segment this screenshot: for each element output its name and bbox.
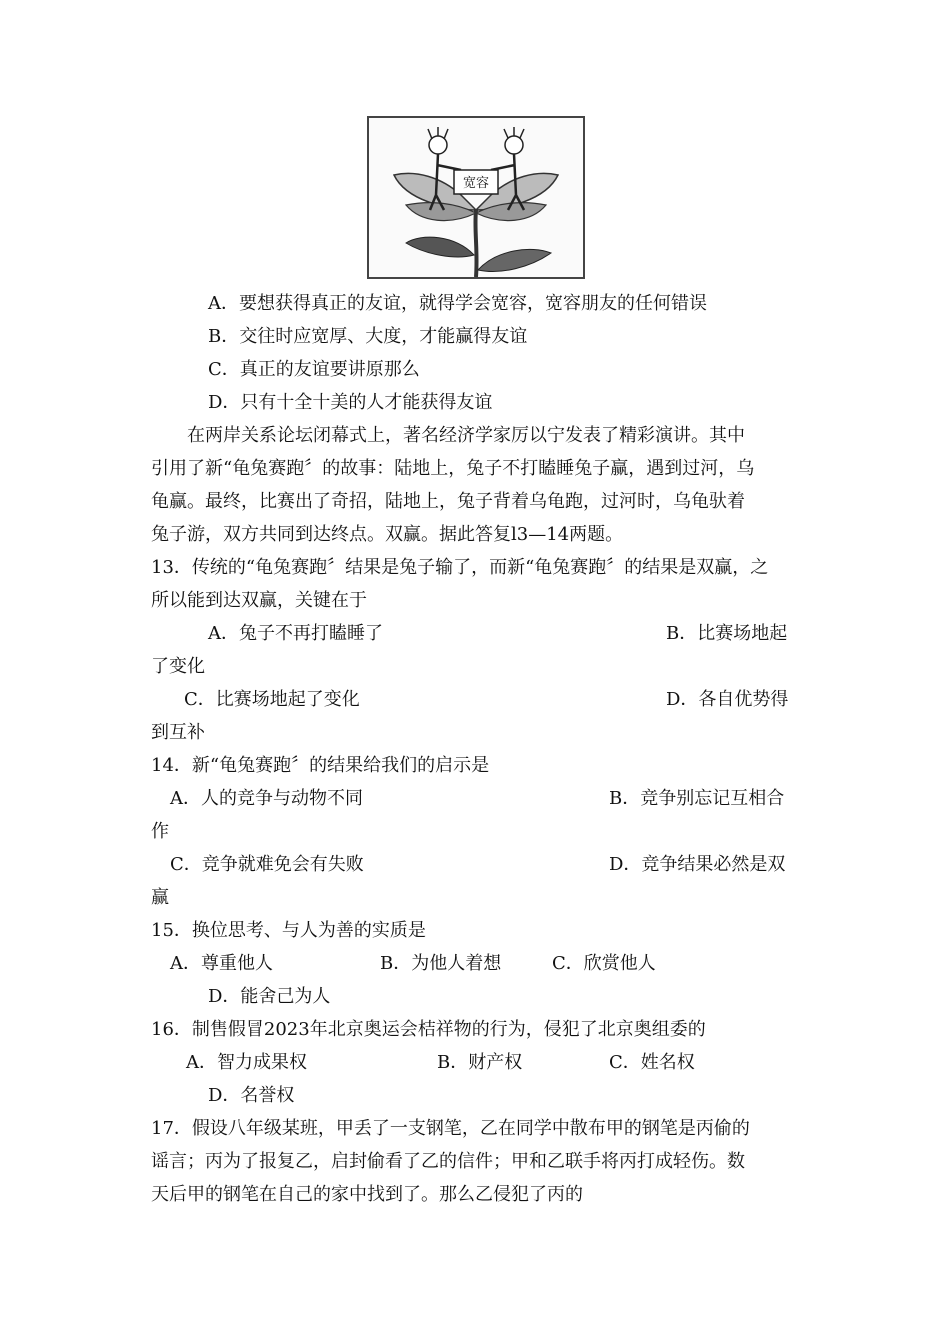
tolerance-illustration bbox=[366, 115, 586, 280]
q14-option-b: B．竞争别忘记互相合 bbox=[609, 788, 785, 809]
sign-text: 宽容 bbox=[462, 176, 490, 191]
q12-option-a: A．要想获得真正的友谊，就得学会宽容，宽容朋友的任何错误 bbox=[208, 293, 707, 314]
q12-option-d: D．只有十全十美的人才能获得友谊 bbox=[208, 392, 493, 413]
q13-option-d-wrap: 到互补 bbox=[151, 722, 205, 743]
q13-option-c: C．比赛场地起了变化 bbox=[184, 689, 360, 710]
q13-option-a: A．兔子不再打瞌睡了 bbox=[208, 623, 383, 644]
q14-option-d-wrap: 赢 bbox=[151, 887, 169, 908]
q14-option-c: C．竞争就难免会有失败 bbox=[170, 854, 364, 875]
passage-line-4: 兔子游，双方共同到达终点。双赢。据此答复l3—14两题。 bbox=[151, 524, 624, 545]
q16-option-b: B．财产权 bbox=[437, 1052, 523, 1073]
passage-line-1: 在两岸关系论坛闭幕式上，著名经济学家厉以宁发表了精彩演讲。其中 bbox=[187, 425, 745, 446]
q13-option-b-wrap: 了变化 bbox=[151, 656, 205, 677]
q16-stem: 16．制售假冒2023年北京奥运会桔祥物的行为，侵犯了北京奥组委的 bbox=[151, 1019, 706, 1040]
q13-stem-line-2: 所以能到达双赢，关键在于 bbox=[151, 590, 367, 611]
q17-stem-line-1: 17．假设八年级某班，甲丢了一支钢笔，乙在同学中散布甲的钢笔是丙偷的 bbox=[151, 1118, 750, 1139]
q13-stem-line-1: 13．传统的“龟兔赛跑〞结果是兔子输了，而新“龟兔赛跑〞的结果是双赢，之 bbox=[151, 557, 769, 578]
q15-option-d: D．能舍己为人 bbox=[208, 986, 331, 1007]
q16-option-c: C．姓名权 bbox=[609, 1052, 695, 1073]
q12-option-c: C．真正的友谊要讲原那么 bbox=[208, 359, 420, 380]
q15-option-c: C．欣赏他人 bbox=[552, 953, 656, 974]
passage-line-2: 引用了新“龟兔赛跑〞的故事：陆地上，兔子不打瞌睡兔子赢，遇到过河，乌 bbox=[151, 458, 755, 479]
q14-option-b-wrap: 作 bbox=[151, 821, 169, 842]
q13-option-b: B．比赛场地起 bbox=[666, 623, 788, 644]
q14-option-a: A．人的竞争与动物不同 bbox=[170, 788, 363, 809]
q15-stem: 15．换位思考、与人为善的实质是 bbox=[151, 920, 426, 941]
q14-stem: 14．新“龟兔赛跑〞的结果给我们的启示是 bbox=[151, 755, 490, 776]
q16-option-a: A．智力成果权 bbox=[186, 1052, 307, 1073]
passage-line-3: 龟赢。最终，比赛出了奇招，陆地上，兔子背着乌龟跑，过河时，乌龟驮着 bbox=[151, 491, 745, 512]
q17-stem-line-3: 天后甲的钢笔在自己的家中找到了。那么乙侵犯了丙的 bbox=[151, 1184, 583, 1205]
q13-option-d: D．各自优势得 bbox=[666, 689, 789, 710]
q15-option-a: A．尊重他人 bbox=[170, 953, 273, 974]
q15-option-b: B．为他人着想 bbox=[380, 953, 502, 974]
q12-option-b: B．交往时应宽厚、大度，才能赢得友谊 bbox=[208, 326, 528, 347]
q16-option-d: D．名誉权 bbox=[208, 1085, 295, 1106]
q14-option-d: D．竞争结果必然是双 bbox=[609, 854, 786, 875]
q17-stem-line-2: 谣言；丙为了报复乙，启封偷看了乙的信件；甲和乙联手将丙打成轻伤。数 bbox=[151, 1151, 745, 1172]
